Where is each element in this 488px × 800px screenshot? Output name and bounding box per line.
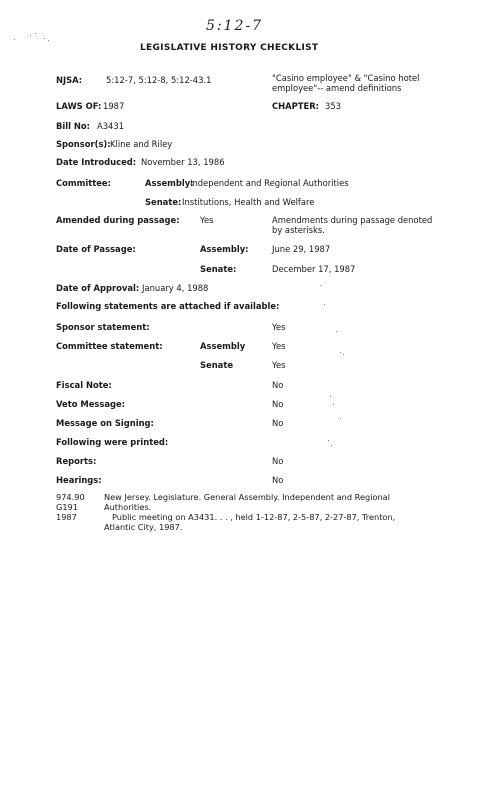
hearings-value: No (272, 475, 284, 485)
fiscal-note-label: Fiscal Note: (56, 380, 112, 390)
passage-assembly-label: Assembly: (200, 244, 249, 254)
njsa-label: NJSA: (56, 75, 83, 85)
veto-message-label: Veto Message: (56, 399, 126, 409)
amended-note-line-1: Amendments during passage denoted (272, 215, 433, 225)
chapter-label: CHAPTER: (272, 101, 320, 111)
committee-assembly-value: Independent and Regional Authorities (190, 178, 349, 188)
citation-line-1: New Jersey. Legislature. General Assembly. Independent and Regional (104, 492, 390, 502)
veto-message-value: No (272, 399, 284, 409)
date-introduced-value: November 13, 1986 (141, 157, 225, 167)
message-on-signing-value: No (272, 418, 284, 428)
passage-assembly-value: June 29, 1987 (272, 244, 331, 254)
passage-label: Date of Passage: (56, 244, 136, 254)
call-number-line-2: G191 (56, 502, 78, 512)
amended-note-line-2: by asterisks. (272, 225, 325, 235)
message-on-signing-label: Message on Signing: (56, 418, 154, 428)
description-line-1: "Casino employee" & "Casino hotel (272, 73, 420, 83)
attached-header: Following statements are attached if available: (56, 301, 280, 311)
committee-statement-assembly-label: Assembly (200, 341, 246, 351)
approval-value: January 4, 1988 (142, 283, 209, 293)
njsa-value: 5:12-7, 5:12-8, 5:12-43.1 (106, 75, 212, 85)
reports-label: Reports: (56, 456, 97, 466)
committee-statement-senate-label: Senate (200, 360, 234, 370)
hearings-label: Hearings: (56, 475, 102, 485)
sponsor-statement-label: Sponsor statement: (56, 322, 150, 332)
committee-statement-assembly-value: Yes (272, 341, 286, 351)
approval-label: Date of Approval: (56, 283, 140, 293)
handwritten-number: 5:12-7 (206, 18, 264, 34)
committee-senate-label: Senate: (145, 197, 182, 207)
description-line-2: employee"-- amend definitions (272, 83, 402, 93)
citation-line-2: Authorities. (104, 502, 152, 512)
call-number-line-3: 1987 (56, 512, 77, 522)
laws-of-value: 1987 (103, 101, 125, 111)
call-number-line-1: 974.90 (56, 492, 85, 502)
page-title: LEGISLATIVE HISTORY CHECKLIST (140, 43, 319, 53)
committee-statement-label: Committee statement: (56, 341, 163, 351)
fiscal-note-value: No (272, 380, 284, 390)
passage-senate-label: Senate: (200, 264, 237, 274)
committee-senate-value: Institutions, Health and Welfare (182, 197, 315, 207)
chapter-value: 353 (325, 101, 341, 111)
committee-assembly-label: Assembly: (145, 178, 194, 188)
reports-value: No (272, 456, 284, 466)
sponsors-label: Sponsor(s): (56, 139, 111, 149)
sponsors-value: Kline and Riley (110, 139, 173, 149)
amended-value: Yes (200, 215, 214, 225)
laws-of-label: LAWS OF: (56, 101, 102, 111)
committee-label: Committee: (56, 178, 111, 188)
bill-no-value: A3431 (97, 121, 125, 131)
citation-line-4: Atlantic City, 1987. (104, 522, 183, 532)
date-introduced-label: Date Introduced: (56, 157, 137, 167)
amended-label: Amended during passage: (56, 215, 180, 225)
passage-senate-value: December 17, 1987 (272, 264, 356, 274)
sponsor-statement-value: Yes (272, 322, 286, 332)
citation-line-3: Public meeting on A3431. . . , held 1-12-87, 2-5-87, 2-27-87, Trenton, (112, 512, 396, 522)
printed-header: Following were printed: (56, 437, 169, 447)
committee-statement-senate-value: Yes (272, 360, 286, 370)
bill-no-label: Bill No: (56, 121, 91, 131)
